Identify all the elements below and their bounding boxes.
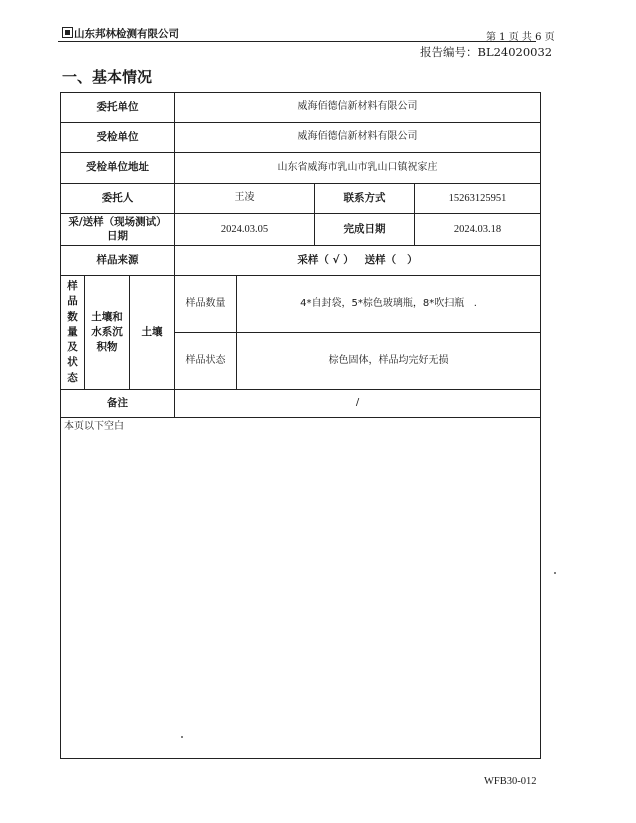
sample-vertical-label: 样品数量及状态 (61, 276, 85, 390)
sample-type: 土壤 (130, 276, 175, 390)
contact-label: 联系方式 (315, 184, 415, 214)
category-cell: 土壤和水系沉积物 (85, 276, 130, 390)
table-row (61, 246, 541, 276)
client-label: 委托单位 (61, 93, 175, 123)
quantity-label: 样品数量 (175, 276, 237, 333)
table-row (61, 153, 541, 184)
address-label: 受检单位地址 (61, 153, 175, 184)
header-rule (58, 41, 536, 42)
blank-area (61, 418, 541, 759)
table-row (61, 418, 541, 759)
table-row (61, 276, 541, 333)
table-row (61, 390, 541, 418)
table-row (61, 123, 541, 153)
sampling-date-label: 采/送样（现场测试） 日期 (61, 214, 175, 246)
company-name: 山东邦林检测有限公司 (62, 26, 179, 41)
remark-label: 备注 (61, 390, 175, 418)
inspected-label: 受检单位 (61, 123, 175, 153)
client-value: 威海佰德信新材料有限公司 (175, 93, 541, 123)
form-code: WFB30-012 (484, 776, 537, 787)
state-label: 样品状态 (175, 333, 237, 390)
address-value: 山东省威海市乳山市乳山口镇祝家庄 (175, 153, 541, 184)
table-row (61, 184, 541, 214)
basic-info-table (60, 92, 541, 759)
section-title: 一、基本情况 (62, 68, 153, 86)
finish-date-label: 完成日期 (315, 214, 415, 246)
table-row (61, 214, 541, 246)
blank-note: 本页以下空白 (64, 421, 124, 432)
state-value: 棕色固体，样品均完好无损 (237, 333, 541, 390)
inspected-value: 威海佰德信新材料有限公司 (175, 123, 541, 153)
speck-mark (554, 572, 556, 574)
principal-label: 委托人 (61, 184, 175, 214)
principal-value: 王凌 (175, 184, 315, 214)
quantity-value: 4*自封袋，5*棕色玻璃瓶，8*吹扫瓶 . (237, 276, 541, 333)
source-value: 采样（ √ ） 送样（ ） (175, 246, 541, 276)
report-number: 报告编号：BL24020032 (420, 45, 553, 59)
source-label: 样品来源 (61, 246, 175, 276)
page-info: 第 1 页 共 6 页 (486, 32, 555, 43)
remark-value: / (175, 390, 541, 418)
sampling-date-value: 2024.03.05 (175, 214, 315, 246)
table-row (61, 93, 541, 123)
contact-value: 15263125951 (415, 184, 541, 214)
finish-date-value: 2024.03.18 (415, 214, 541, 246)
company-logo-icon (62, 27, 73, 38)
speck-mark (181, 736, 183, 738)
